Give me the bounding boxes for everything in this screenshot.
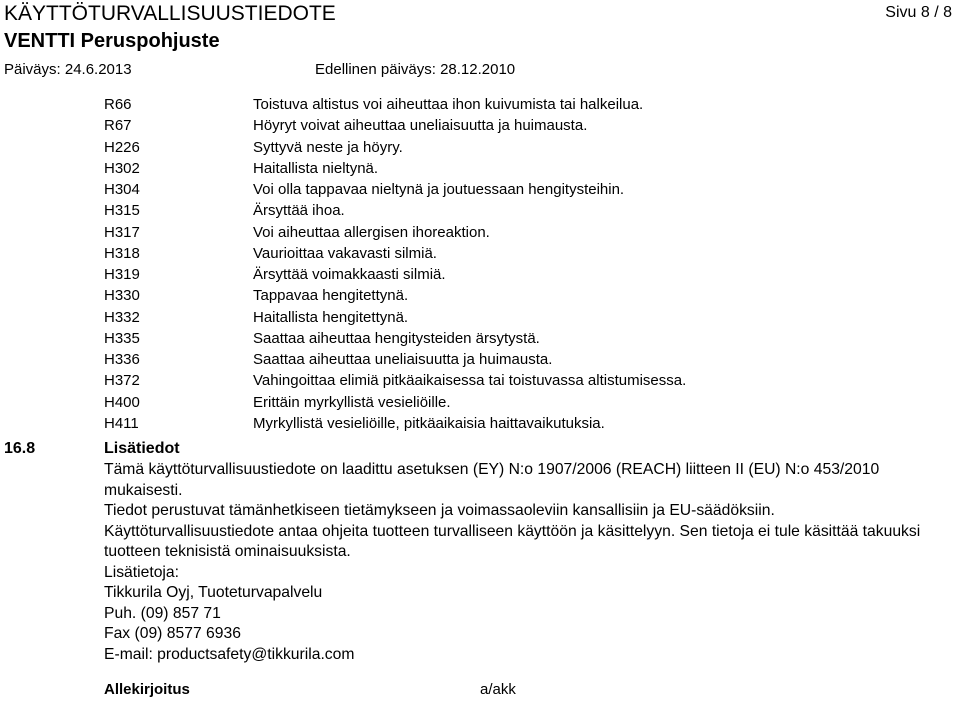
phrase-code: H330 [104, 287, 140, 305]
phrase-code: H400 [104, 393, 140, 411]
fax-number: Fax (09) 8577 6936 [104, 625, 241, 642]
previous-date: Edellinen päiväys: 28.12.2010 [315, 61, 516, 78]
phrase-code: R67 [104, 117, 132, 135]
phrase-code: H411 [104, 414, 139, 432]
phrase-text: Ärsyttää ihoa. [253, 202, 345, 220]
info-paragraph: Käyttöturvallisuustiedote antaa ohjeita tuotteen turvalliseen käyttöön ja käsittelyyn. Sen tietoja ei tule käsittää takuuksi tuotteen teknisistä ominaisuuksista. [104, 522, 921, 560]
phrase-text: Ärsyttää voimakkaasti silmiä. [253, 266, 446, 283]
company-name: Tikkurila Oyj, Tuoteturvapalvelu [104, 584, 323, 601]
phrase-text: Saattaa aiheuttaa hengitysteiden ärsytystä. [253, 329, 540, 347]
product-name: VENTTI Peruspohjuste [4, 30, 220, 52]
section-title: Lisätiedot [104, 440, 180, 457]
phrase-code: H372 [104, 372, 140, 390]
info-paragraph: Tämä käyttöturvallisuustiedote on laadittu asetuksen (EY) N:o 1907/2006 (REACH) liitteen II (EU) N:o 453/2010 mukaisesti. [104, 461, 880, 499]
phrase-code: H318 [104, 244, 140, 262]
phrase-code: H332 [104, 308, 140, 326]
phrase-code: H319 [104, 266, 140, 283]
document-title: KÄYTTÖTURVALLISUUSTIEDOTE [4, 2, 336, 25]
phrase-text: Toistuva altistus voi aiheuttaa ihon kuivumista tai halkeilua. [253, 96, 644, 113]
phrase-text: Vahingoittaa elimiä pitkäaikaisessa tai toistuvassa altistumisessa. [253, 372, 687, 390]
phrase-code: H226 [104, 138, 140, 156]
phrase-code: H335 [104, 329, 140, 347]
signature-value: a/akk [480, 681, 516, 698]
phrase-text: Syttyvä neste ja höyry. [253, 138, 403, 156]
email-address: E-mail: productsafety@tikkurila.com [104, 645, 355, 663]
info-paragraph: Lisätietoja: [104, 563, 179, 581]
phone-number: Puh. (09) 857 71 [104, 604, 221, 622]
phrase-code: H317 [104, 223, 140, 241]
additional-info [104, 460, 956, 665]
phrase-text: Erittäin myrkyllistä vesieliöille. [253, 393, 451, 411]
phrase-text: Haitallista nieltynä. [253, 159, 379, 177]
phrase-text: Haitallista hengitettynä. [253, 308, 409, 326]
phrase-text: Voi olla tappavaa nieltynä ja joutuessaan hengitysteihin. [253, 181, 625, 198]
phrase-code: R66 [104, 96, 132, 113]
phrase-code: H336 [104, 351, 140, 368]
phrase-text: Höyryt voivat aiheuttaa uneliaisuutta ja huimausta. [253, 117, 588, 135]
phrase-text: Voi aiheuttaa allergisen ihoreaktion. [253, 223, 490, 241]
issue-date: Päiväys: 24.6.2013 [4, 61, 132, 78]
phrase-text: Saattaa aiheuttaa uneliaisuutta ja huimausta. [253, 351, 553, 368]
section-number: 16.8 [4, 440, 36, 457]
signature-label: Allekirjoitus [104, 681, 190, 698]
info-paragraph: Tiedot perustuvat tämänhetkiseen tietämykseen ja voimassaoleviin kansallisiin ja EU-säädöksiin. [104, 502, 775, 519]
page-number: Sivu 8 / 8 [885, 4, 952, 21]
phrase-text: Vaurioittaa vakavasti silmiä. [253, 244, 437, 262]
phrase-text: Tappavaa hengitettynä. [253, 287, 409, 305]
phrase-code: H315 [104, 202, 140, 220]
phrase-code: H302 [104, 159, 140, 177]
phrase-text: Myrkyllistä vesieliöille, pitkäaikaisia haittavaikutuksia. [253, 414, 605, 432]
phrase-code: H304 [104, 181, 140, 198]
